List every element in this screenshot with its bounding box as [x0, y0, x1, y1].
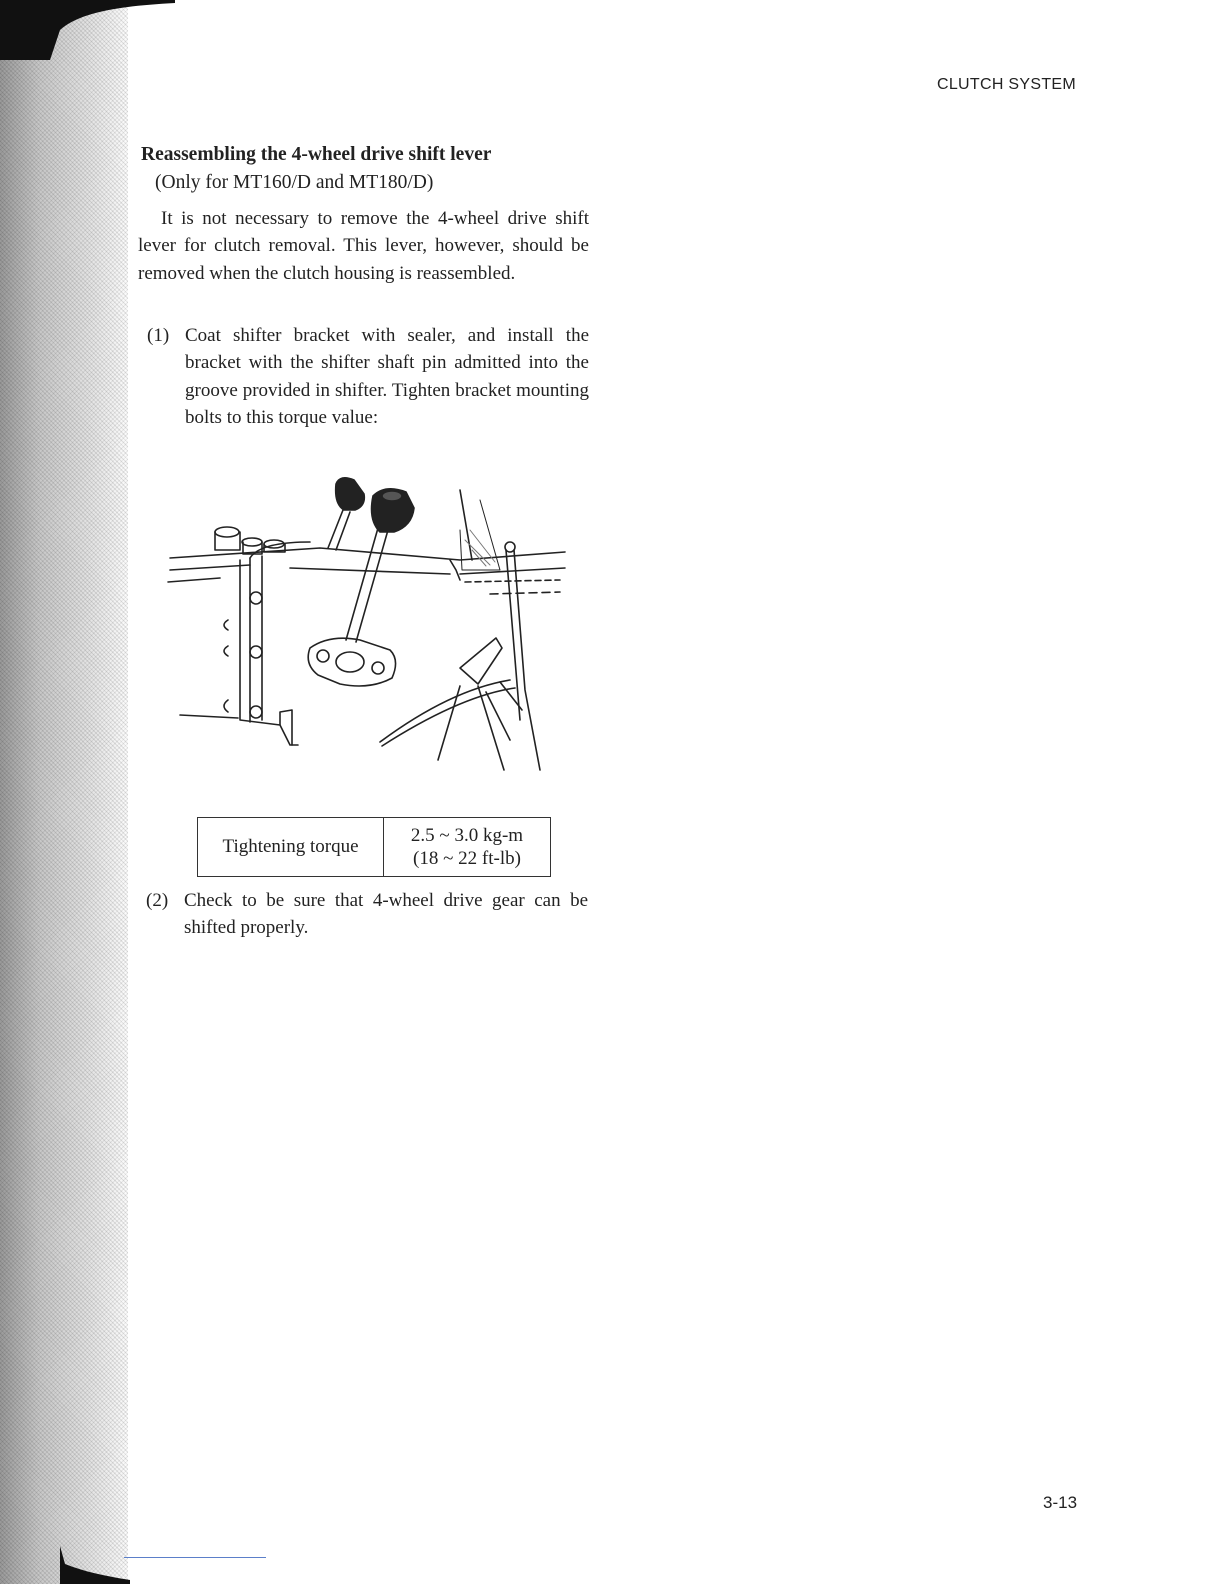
binding-top-shadow	[0, 0, 175, 60]
step-text: Coat shifter bracket with sealer, and install the bracket with the shifter shaft pin admitted into the groove provided in shifter. Tighten bracket mounting bolts to this torque value:	[185, 325, 589, 428]
section-header: CLUTCH SYSTEM	[937, 76, 1077, 93]
section-heading: Reassembling the 4-wheel drive shift lever	[141, 144, 492, 165]
step-1	[147, 322, 589, 431]
page-number: 3-13	[1043, 1493, 1078, 1512]
step-number: (2)	[146, 890, 169, 911]
torque-label: Tightening torque	[198, 818, 384, 877]
bottom-rule	[124, 1557, 266, 1558]
binding-bottom-shadow	[60, 1546, 130, 1584]
step-2	[146, 887, 588, 942]
step-number: (1)	[147, 325, 170, 346]
torque-table	[197, 817, 551, 877]
table-row	[198, 818, 551, 877]
step-text: Check to be sure that 4-wheel drive gear can be shifted properly.	[184, 890, 588, 939]
section-subheading: (Only for MT160/D and MT180/D)	[155, 172, 434, 193]
torque-value	[384, 818, 551, 877]
shift-lever-illustration	[160, 470, 580, 780]
torque-value-imperial: (18 ~ 22 ft-lb)	[413, 848, 521, 869]
intro-paragraph: It is not necessary to remove the 4-wheel drive shift lever for clutch removal. This lever, however, should be removed when the clutch housing is reassembled.	[138, 208, 589, 284]
binding-shadow	[0, 0, 128, 1584]
torque-value-metric: 2.5 ~ 3.0 kg-m	[410, 825, 524, 846]
